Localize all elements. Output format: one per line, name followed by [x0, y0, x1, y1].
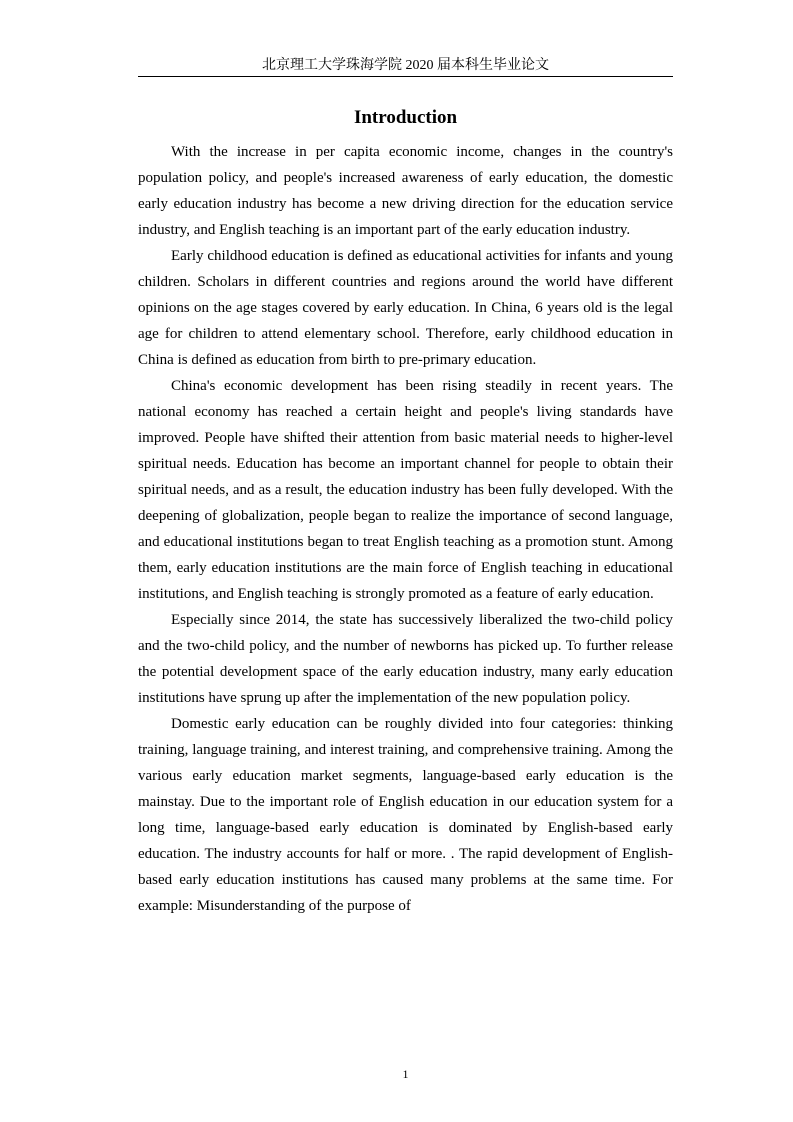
body-text [138, 139, 673, 919]
running-header: 北京理工大学珠海学院 2020 届本科生毕业论文 [262, 58, 549, 73]
paragraph: Especially since 2014, the state has successively liberalized the two-child policy and the two-child policy, and the number of newborns has picked up. To further release the potential development space of the early education industry, many early education institutions have sprung up after the implementation of the new population policy. [138, 612, 673, 706]
paragraph: China's economic development has been rising steadily in recent years. The national economy has reached a certain height and people's living standards have improved. People have shifted their attention from basic material needs to higher-level spiritual needs. Education has become an important channel for people to obtain their spiritual needs, and as a result, the education industry has been fully developed. With the deepening of globalization, people began to realize the importance of second language, and educational institutions began to treat English teaching as a promotion stunt. Among them, early education institutions are the main force of English teaching in educational institutions, and English teaching is strongly promoted as a feature of early education. [138, 378, 673, 602]
page-number: 1 [402, 1067, 409, 1081]
paragraph: Early childhood education is defined as educational activities for infants and young children. Scholars in different countries and regions around the world have different opinions on the age stages covered by early education. In China, 6 years old is the legal age for children to attend elementary school. Therefore, early childhood education in China is defined as education from birth to pre-primary education. [138, 248, 673, 368]
paragraph: Domestic early education can be roughly divided into four categories: thinking training, language training, and interest training, and comprehensive training. Among the various early education market segments, language-based early education is the mainstay. Due to the important role of English education in our education system for a long time, language-based early education is dominated by English-based early education. The industry accounts for half or more. . The rapid development of English-based early education institutions has caused many problems at the same time. For example: Misunderstanding of the purpose of [138, 716, 673, 914]
header-rule [138, 76, 673, 77]
page-title: Introduction [353, 107, 458, 128]
paragraph: With the increase in per capita economic income, changes in the country's population policy, and people's increased awareness of early education, the domestic early education industry has become a new driving direction for the education service industry, and English teaching is an important part of the early education industry. [138, 144, 673, 238]
